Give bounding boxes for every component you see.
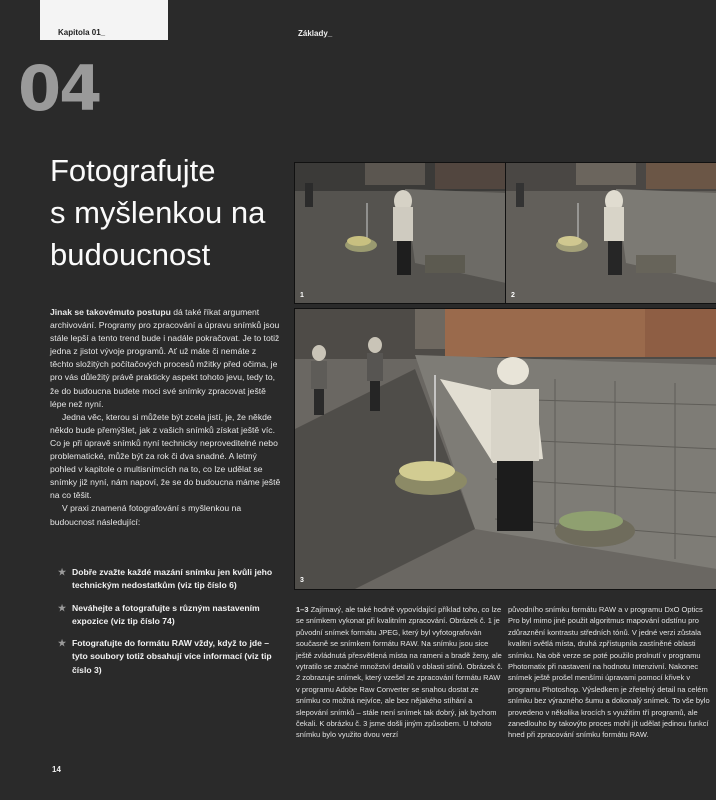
- list-item: ★ Neváhejte a fotografujte s různým nastavením expozice (viz tip číslo 74): [58, 602, 260, 626]
- street-scene-image: [295, 309, 716, 589]
- caption-column-1: 1–3 Zajímavý, ale také hodně vypovídající příklad toho, co lze se snímkem vykonat při kvalitním zpracování. Obrázek č. 1 je původní snímek formátu JPEG, který byl vyfotografován současně se snímkem formátu RAW. Na snímku jsou sice ještě zvládnutá přesvětlená místa na rameni a bradě ženy, ale vytratilo se značné množství detailů v oblasti stínů. Obrázek č. 2 zobrazuje snímek, který vzešel ze zpracování formátu RAW v programu Adobe Raw Converter se snahou dostat ze snímku co možná nejvíce, ale bez nějakého stíhání a slepování snímků – stále není snímek tak dobrý, jak bychom čekali. K obrázku č. 3 jsme došli jiným způsobem. U tohoto snímku bylo využito dvou verzí: [296, 605, 503, 740]
- photo-3: [294, 308, 716, 590]
- street-scene-image: [506, 163, 716, 303]
- list-item: ★ Dobře zvažte každé mazání snímku jen kvůli jeho technickým nedostatkům (viz tip číslo 6): [58, 567, 273, 591]
- photo-label: 3: [300, 577, 304, 584]
- photo-label: 2: [511, 292, 515, 299]
- photo-2: [505, 162, 716, 304]
- body-text: [50, 306, 282, 529]
- caption-column-2: původního snímku formátu RAW a v programu DxO Optics Pro byl mimo jiné použit algoritmus mapování odstínu pro zdůraznění kontrastu středních tónů. V jedné verzi zůstala kvalitní světlá místa, druhá zpřístupnila zastíněné oblasti snímku. Na obě verze se poté použilo prolnutí v programu Photomatix při nastavení na hodnotu Intenzivní. Nakonec snímek ještě prošel menšími úpravami pomocí křivek v programu Photoshop. Výsledkem je zřetelný detail na celém snímku bez výrazného šumu a dokonalý snímek. To vše bylo provedeno v několika krocích s využitím tří programů, ale zanedlouho by takovýto proces mohl jít udělat jedinou funkcí hned při zpracování snímku formátu RAW.: [508, 605, 710, 740]
- body-paragraph: Jinak se takovémuto postupu dá také říkat argument archivování. Programy pro zpracování a úpravu snímků jsou stále lepší a tento trend bude i nadále pokračovat. Je to totiž jedna z jistot vývoje programů. Ať už máte či nemáte z těchto složitých počítačových procesů mžitky před očima, je pro vás důležitý právě prakticky aspekt tohoto jevu, tedy to, že do budoucna budete moci své snímky zpracovat ještě lépe než nyní.: [50, 307, 280, 409]
- body-paragraph: Jedna věc, kterou si můžete být zcela jistí, je, že někde někdo bude přemýšlet, jak z vašich snímků získat ještě víc. Co je při úpravě snímků nyní technicky neproveditelné nebo problematické, může být za rok či dva snadné. A letmý pohled v kapitole o multisnímcích na to, co lze udělat se snímky již nyní, nám napoví, že se do budoucna máme ještě na co těšit.: [50, 411, 281, 501]
- street-scene-image: [295, 163, 506, 303]
- lead-in: Jinak se takovémuto postupu: [50, 307, 171, 317]
- photo-1: [294, 162, 507, 304]
- title-line: Fotografujte: [50, 153, 216, 188]
- chapter-label: Kapitola 01_: [58, 28, 106, 37]
- caption-lead: 1–3: [296, 605, 309, 614]
- title-line: budoucnost: [50, 237, 211, 272]
- page-number: 14: [52, 765, 61, 774]
- photo-label: 1: [300, 292, 304, 299]
- chapter-number: 04: [18, 52, 101, 125]
- body-paragraph: V praxi znamená fotografování s myšlenkou na budoucnost následující:: [50, 503, 242, 527]
- star-icon: ★: [58, 567, 67, 577]
- bullet-list: [58, 566, 278, 686]
- star-icon: ★: [58, 638, 67, 649]
- section-label: Základy_: [298, 29, 333, 38]
- list-item: ★ Fotografujte do formátu RAW vždy, když to jde – tyto soubory totiž obsahují více informací (viz tip číslo 3): [58, 638, 272, 675]
- page-title: [50, 150, 280, 276]
- star-icon: ★: [58, 602, 67, 613]
- title-line: s myšlenkou na: [50, 195, 266, 230]
